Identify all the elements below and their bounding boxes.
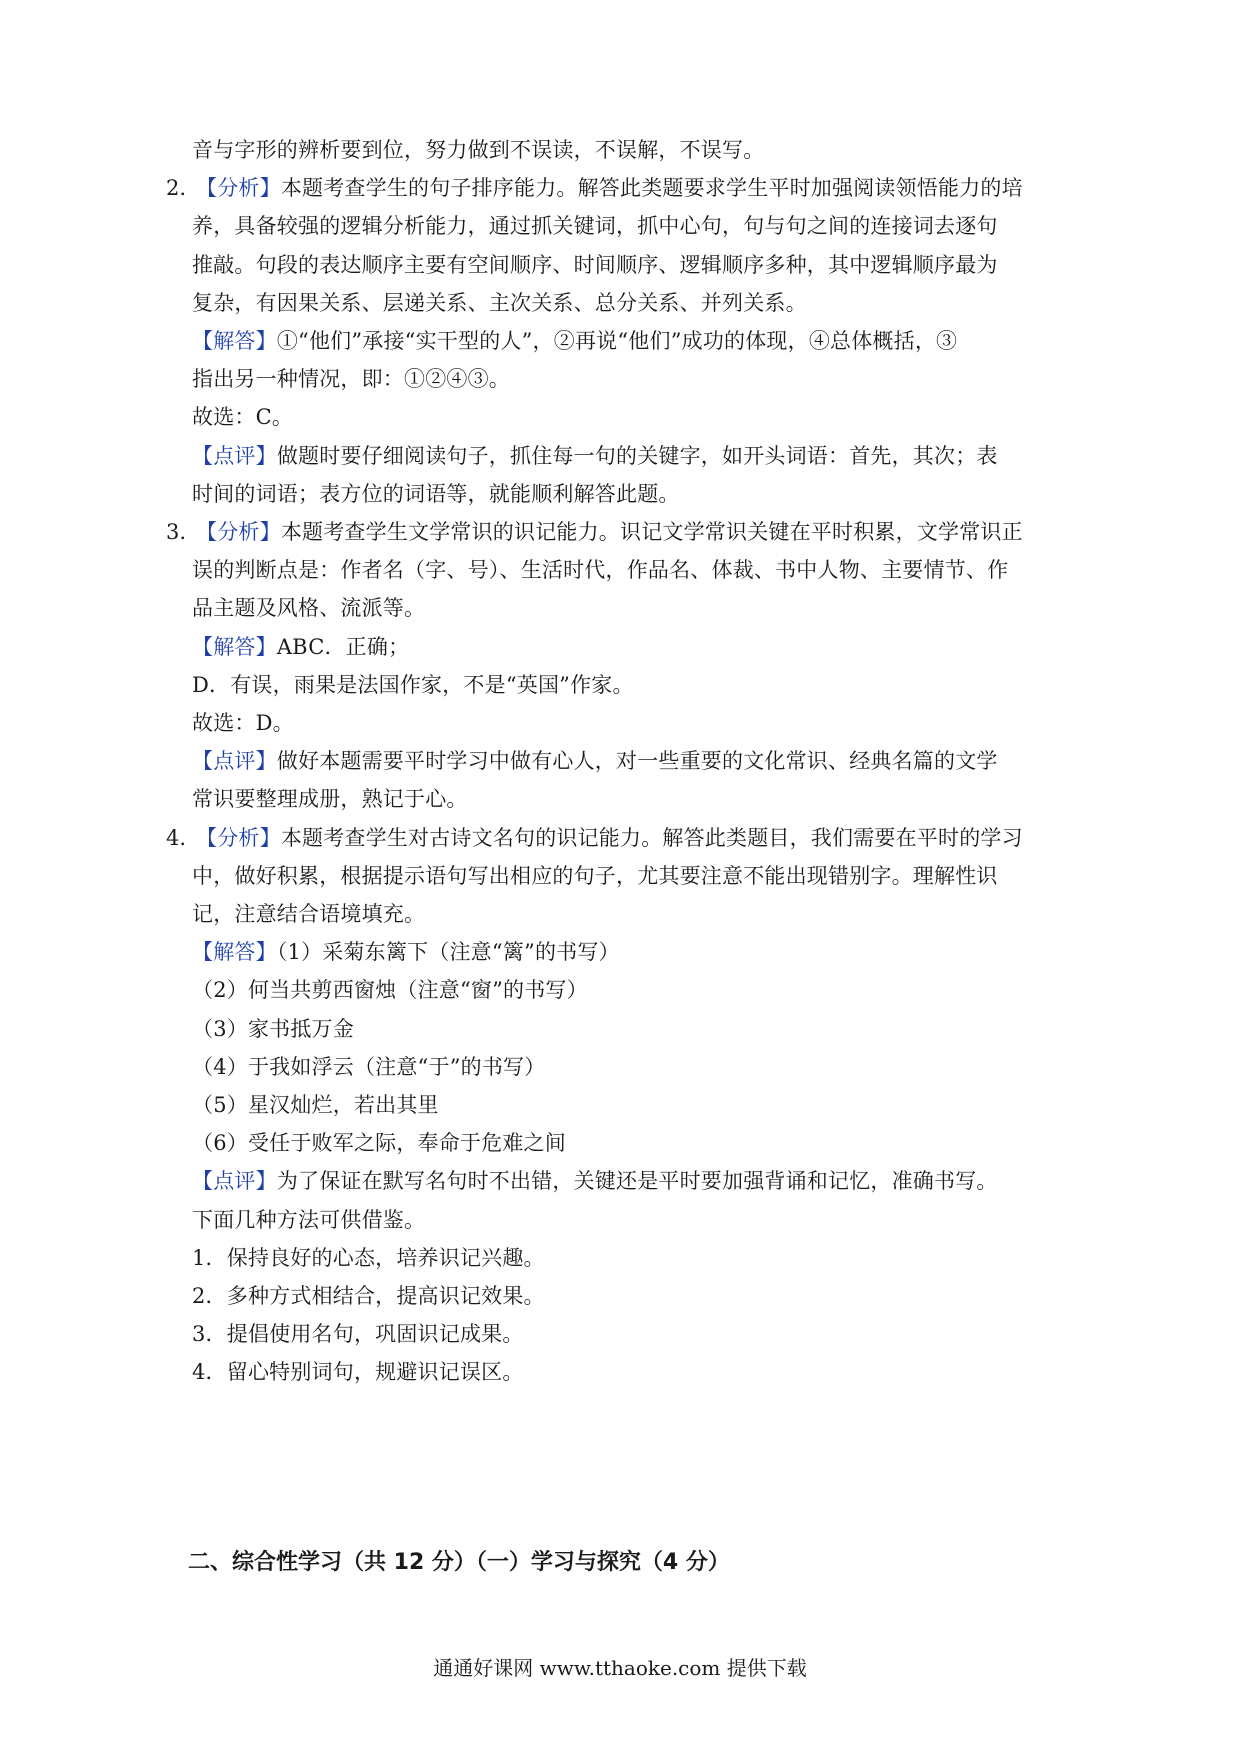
line-text: （5）星汉灿烂，若出其里 bbox=[192, 1093, 439, 1117]
text-line bbox=[192, 555, 1008, 585]
line-text: 本题考查学生的句子排序能力。解答此类题要求学生平时加强阅读领悟能力的培 bbox=[280, 176, 1023, 201]
line-text: 误的判断点是：作者名（字、号）、生活时代，作品名、体裁、书中人物、主要情节、作 bbox=[192, 558, 1009, 583]
line-text: 做题时要仔细阅读句子，抓住每一句的关键字，如开头词语：首先，其次；表 bbox=[276, 443, 998, 468]
section-tag: 【点评】 bbox=[192, 443, 277, 468]
line-text: （4）于我如浮云（注意“于”的书写） bbox=[192, 1054, 546, 1079]
section-tag: 【分析】 bbox=[196, 825, 281, 850]
text-line bbox=[192, 1243, 545, 1273]
section-tag: 【点评】 bbox=[192, 1169, 277, 1194]
line-text: 中，做好积累，根据提示语句写出相应的句子，尤其要注意不能出现错别字。理解性识 bbox=[192, 863, 998, 888]
line-text: 做好本题需要平时学习中做有心人，对一些重要的文化常识、经典名篇的文学 bbox=[276, 749, 998, 774]
line-text: 养，具备较强的逻辑分析能力，通过抓关键词，抓中心句，句与句之间的连接词去逐句 bbox=[192, 214, 998, 239]
text-line bbox=[192, 708, 294, 738]
line-text: 故选：C。 bbox=[192, 405, 294, 430]
text-line bbox=[192, 975, 588, 1005]
item-number: 3． bbox=[166, 520, 201, 544]
line-text: 常识要整理成册，熟记于心。 bbox=[192, 787, 468, 812]
text-line bbox=[192, 861, 998, 891]
line-text: 时间的词语；表方位的词语等，就能顺利解答此题。 bbox=[192, 481, 680, 506]
text-line bbox=[192, 1319, 524, 1349]
text-line bbox=[192, 479, 680, 509]
text-line bbox=[192, 135, 764, 165]
text-line bbox=[192, 1357, 524, 1387]
line-text: D．有误，雨果是法国作家，不是“英国”作家。 bbox=[192, 672, 634, 697]
text-line bbox=[192, 326, 957, 356]
line-text: 1．保持良好的心态，培养识记兴趣。 bbox=[192, 1245, 545, 1270]
line-text: （3）家书抵万金 bbox=[192, 1016, 354, 1041]
line-text: 下面几种方法可供借鉴。 bbox=[192, 1207, 426, 1232]
text-line bbox=[192, 746, 998, 776]
line-text: 2．多种方式相结合，提高识记效果。 bbox=[192, 1284, 545, 1308]
section-tag: 【解答】 bbox=[192, 940, 277, 965]
text-line bbox=[166, 823, 1023, 853]
text-line bbox=[192, 1166, 998, 1196]
line-text: （6）受任于败军之际，奉命于危难之间 bbox=[192, 1131, 566, 1156]
line-text: 指出另一种情况，即：①②④③。 bbox=[192, 367, 510, 392]
text-line bbox=[192, 1281, 545, 1311]
text-line bbox=[192, 670, 634, 700]
line-text: 本题考查学生文学常识的识记能力。识记文学常识关键在平时积累，文学常识正 bbox=[280, 520, 1023, 544]
section-tag: 【分析】 bbox=[196, 176, 281, 201]
section-tag: 【点评】 bbox=[192, 749, 277, 774]
line-text: 故选：D。 bbox=[192, 711, 294, 735]
text-line bbox=[192, 632, 409, 662]
item-number: 2． bbox=[166, 176, 201, 201]
line-text: 推敲。句段的表达顺序主要有空间顺序、时间顺序、逻辑顺序多种，其中逻辑顺序最为 bbox=[192, 252, 998, 277]
text-line bbox=[192, 402, 293, 432]
text-line bbox=[192, 784, 468, 814]
section-heading: 二、综合性学习（共 12 分）（一）学习与探究（4 分） bbox=[188, 1550, 730, 1575]
text-line bbox=[192, 288, 807, 318]
line-text: （1）采菊东篱下（注意“篱”的书写） bbox=[276, 940, 620, 965]
line-text: （2）何当共剪西窗烛（注意“窗”的书写） bbox=[192, 978, 588, 1003]
text-line bbox=[192, 1090, 439, 1120]
text-line bbox=[192, 250, 998, 280]
text-line bbox=[192, 593, 425, 623]
line-text: 为了保证在默写名句时不出错，关键还是平时要加强背诵和记忆，准确书写。 bbox=[276, 1169, 998, 1194]
text-line bbox=[192, 364, 510, 394]
text-line bbox=[192, 937, 620, 967]
text-line bbox=[192, 1205, 425, 1235]
section-tag: 【解答】 bbox=[192, 329, 277, 353]
line-text: 复杂，有因果关系、层递关系、主次关系、总分关系、并列关系。 bbox=[192, 290, 807, 315]
text-line bbox=[166, 173, 1023, 203]
text-line bbox=[192, 211, 998, 241]
line-text: 本题考查学生对古诗文名句的识记能力。解答此类题目，我们需要在平时的学习 bbox=[280, 825, 1023, 850]
section-tag: 【解答】 bbox=[192, 634, 277, 659]
line-text: ABC．正确； bbox=[276, 634, 410, 659]
line-text: 3．提倡使用名句，巩固识记成果。 bbox=[192, 1322, 524, 1347]
line-text: 4．留心特别词句，规避识记误区。 bbox=[192, 1360, 524, 1385]
text-line bbox=[192, 899, 425, 929]
line-text: 音与字形的辨析要到位，努力做到不误读，不误解，不误写。 bbox=[192, 138, 765, 162]
page-footer: 通通好课网 www.tthaoke.com 提供下载 bbox=[433, 1656, 807, 1680]
text-line bbox=[192, 1014, 354, 1044]
line-text: ①“他们”承接“实干型的人”，②再说“他们”成功的体现，④总体概括，③ bbox=[276, 329, 958, 353]
text-line bbox=[192, 441, 998, 471]
item-number: 4． bbox=[166, 825, 201, 850]
line-text: 记，注意结合语境填充。 bbox=[192, 902, 426, 926]
text-line bbox=[192, 1052, 545, 1082]
line-text: 品主题及风格、流派等。 bbox=[192, 596, 426, 621]
text-line bbox=[192, 1128, 566, 1158]
text-line bbox=[166, 517, 1023, 547]
section-tag: 【分析】 bbox=[196, 520, 281, 544]
